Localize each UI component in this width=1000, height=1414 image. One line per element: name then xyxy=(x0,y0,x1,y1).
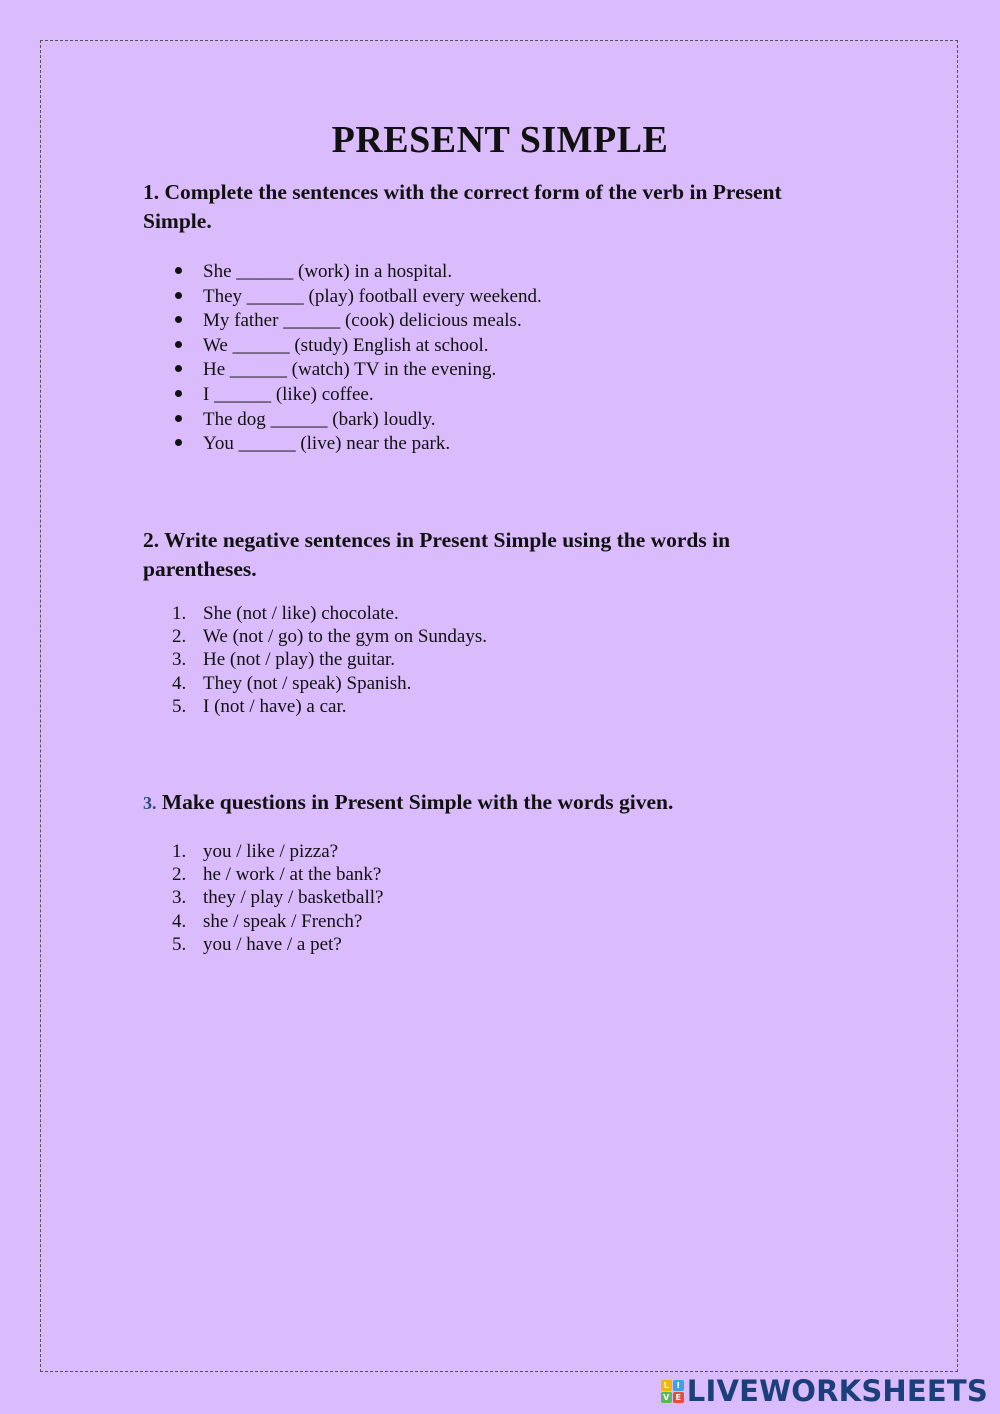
list-item: 2. he / work / at the bank? xyxy=(172,864,382,886)
list-item: He ______ (watch) TV in the evening. xyxy=(172,358,542,383)
list-item: My father ______ (cook) delicious meals. xyxy=(172,309,542,334)
list-item: 5. I (not / have) a car. xyxy=(172,695,347,717)
list-item: She ______ (work) in a hospital. xyxy=(172,260,542,285)
section-1-list xyxy=(172,260,542,457)
list-item: 4. she / speak / French? xyxy=(172,910,363,932)
logo-tile: V xyxy=(661,1392,672,1403)
section-3-list xyxy=(172,840,383,956)
list-item: 1. She (not / like) chocolate. xyxy=(172,603,399,624)
list-item: 3. they / play / basketball? xyxy=(172,887,384,909)
section-1-heading: 1. Complete the sentences with the correct form of the verb in Present Simple. xyxy=(143,180,782,233)
list-item: 5. you / have / a pet? xyxy=(172,933,342,955)
liveworksheets-logo-icon xyxy=(661,1380,684,1403)
section-2-heading: 2. Write negative sentences in Present Simple using the words in parentheses. xyxy=(143,528,731,581)
list-item: 2. We (not / go) to the gym on Sundays. xyxy=(172,626,487,648)
bullet-icon xyxy=(175,292,182,299)
list-item: 4. They (not / speak) Spanish. xyxy=(172,672,412,694)
list-item: 1. you / like / pizza? xyxy=(172,841,339,862)
logo-tile: E xyxy=(673,1392,684,1403)
logo-tile: I xyxy=(673,1380,684,1391)
logo-tile: L xyxy=(661,1380,672,1391)
brand-name: LIVEWORKSHEETS xyxy=(686,1374,988,1408)
list-item: I ______ (like) coffee. xyxy=(172,383,542,408)
list-item: They ______ (play) football every weekend. xyxy=(172,285,542,310)
section-3-heading: 3. Make questions in Present Simple with the words given. xyxy=(143,790,674,814)
bullet-icon xyxy=(175,390,182,397)
list-item: The dog ______ (bark) loudly. xyxy=(172,408,542,433)
section-3-number: 3. xyxy=(143,793,157,813)
bullet-icon xyxy=(175,439,182,446)
bullet-icon xyxy=(175,365,182,372)
list-item: We ______ (study) English at school. xyxy=(172,334,542,359)
bullet-icon xyxy=(175,267,182,274)
list-item: 3. He (not / play) the guitar. xyxy=(172,649,396,671)
liveworksheets-brand[interactable] xyxy=(661,1374,988,1408)
section-2-list xyxy=(172,602,487,718)
bullet-icon xyxy=(175,415,182,422)
bullet-icon xyxy=(175,316,182,323)
bullet-icon xyxy=(175,341,182,348)
worksheet-title: PRESENT SIMPLE xyxy=(331,119,669,161)
list-item: You ______ (live) near the park. xyxy=(172,432,542,457)
